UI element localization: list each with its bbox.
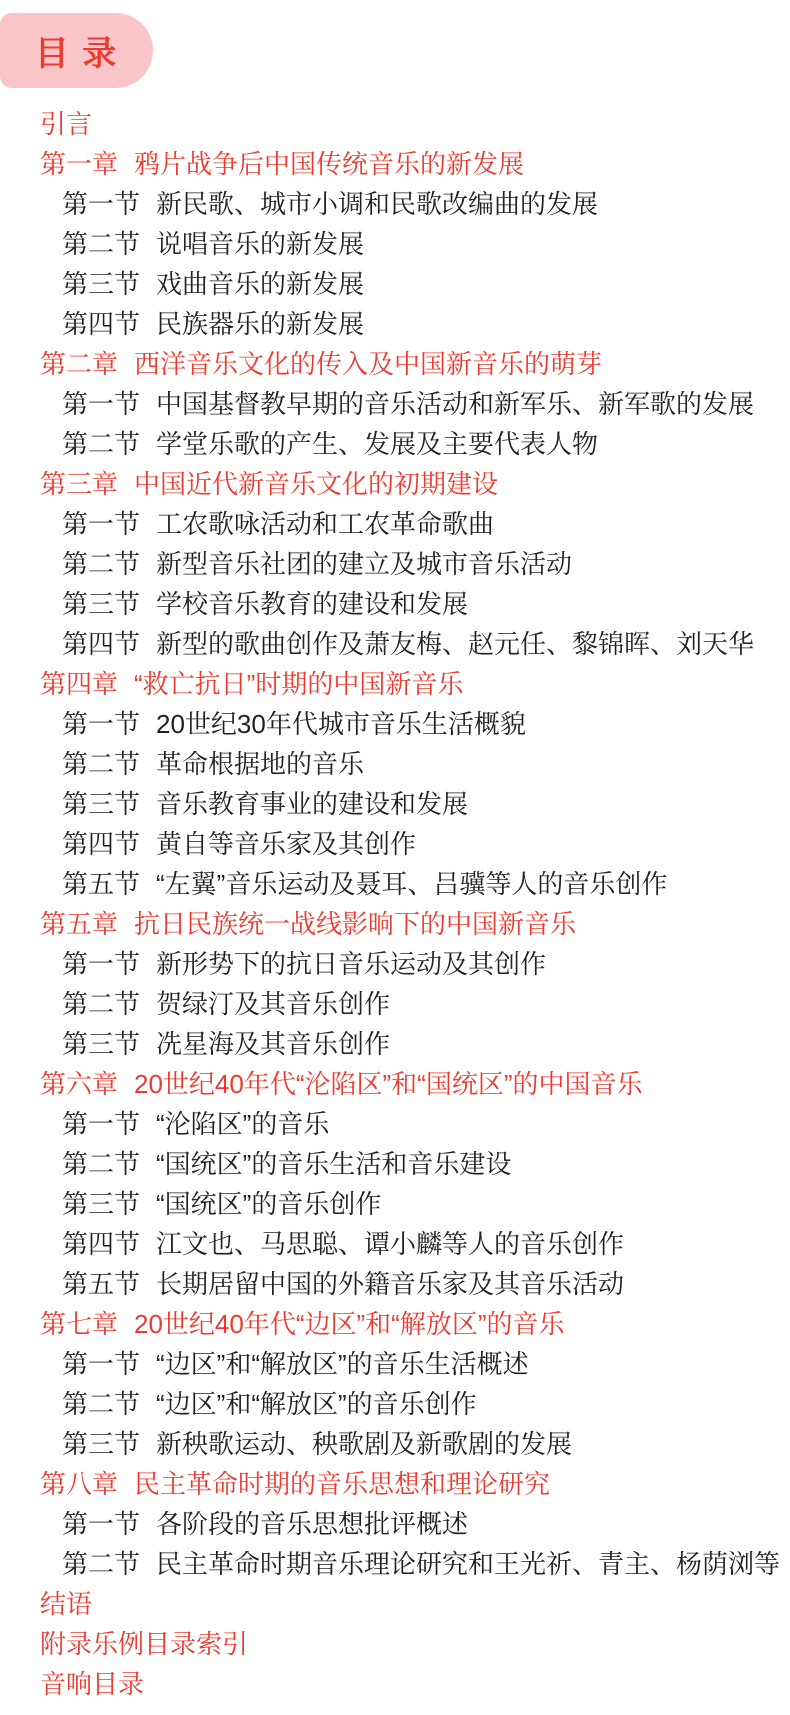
toc-top-entry[interactable] xyxy=(0,1584,790,1624)
toc-list xyxy=(0,104,790,1704)
toc-section-entry[interactable] xyxy=(0,1544,790,1584)
toc-entry-title: 中国近代新音乐文化的初期建设 xyxy=(134,469,499,499)
toc-section-entry[interactable] xyxy=(0,264,790,304)
toc-top-entry[interactable] xyxy=(0,1664,790,1704)
toc-entry-label: 第五章 xyxy=(40,909,119,939)
toc-section-entry[interactable] xyxy=(0,784,790,824)
toc-section-entry[interactable] xyxy=(0,1344,790,1384)
toc-entry-title: 民主革命时期的音乐思想和理论研究 xyxy=(134,1469,551,1499)
toc-entry-label: 第一节 xyxy=(62,189,141,219)
toc-chapter-entry[interactable] xyxy=(0,664,790,704)
toc-entry-label: 第八章 xyxy=(40,1469,119,1499)
toc-entry-label: 第二节 xyxy=(62,1549,141,1579)
toc-entry-label: 第三章 xyxy=(40,469,119,499)
toc-entry-label: 第一章 xyxy=(40,149,119,179)
toc-section-entry[interactable] xyxy=(0,1384,790,1424)
toc-section-entry[interactable] xyxy=(0,184,790,224)
toc-entry-title: “救亡抗日”时期的中国新音乐 xyxy=(134,669,464,699)
toc-entry-title: 20世纪40年代“边区”和“解放区”的音乐 xyxy=(134,1309,565,1339)
toc-section-entry[interactable] xyxy=(0,824,790,864)
toc-section-entry[interactable] xyxy=(0,1144,790,1184)
toc-entry-title: 新型音乐社团的建立及城市音乐活动 xyxy=(156,549,573,579)
toc-chapter-entry[interactable] xyxy=(0,464,790,504)
toc-entry-title: 说唱音乐的新发展 xyxy=(156,229,365,259)
toc-entry-title: “国统区”的音乐创作 xyxy=(156,1189,382,1219)
toc-entry-title: 抗日民族统一战线影晌下的中国新音乐 xyxy=(134,909,577,939)
toc-entry-title: 结语 xyxy=(40,1589,93,1619)
toc-entry-label: 第一节 xyxy=(62,509,141,539)
toc-entry-label: 第六章 xyxy=(40,1069,119,1099)
toc-section-entry[interactable] xyxy=(0,704,790,744)
toc-badge-label: 目 录 xyxy=(34,35,119,73)
toc-entry-title: 鸦片战争后中国传统音乐的新发展 xyxy=(134,149,525,179)
toc-entry-title: 学校音乐教育的建设和发展 xyxy=(156,589,469,619)
toc-entry-title: 音乐教育事业的建设和发展 xyxy=(156,789,469,819)
toc-entry-title: 西洋音乐文化的传入及中国新音乐的萌芽 xyxy=(134,349,603,379)
toc-entry-label: 第四章 xyxy=(40,669,119,699)
toc-entry-label: 第三节 xyxy=(62,1029,141,1059)
toc-chapter-entry[interactable] xyxy=(0,144,790,184)
toc-entry-label: 第四节 xyxy=(62,629,141,659)
toc-entry-label: 第一节 xyxy=(62,1509,141,1539)
toc-entry-label: 第一节 xyxy=(62,709,141,739)
toc-entry-title: 工农歌咏活动和工农革命歌曲 xyxy=(156,509,495,539)
toc-entry-label: 第七章 xyxy=(40,1309,119,1339)
toc-chapter-entry[interactable] xyxy=(0,904,790,944)
toc-entry-title: 新民歌、城市小调和民歌改编曲的发展 xyxy=(156,189,599,219)
toc-badge xyxy=(0,13,153,88)
toc-section-entry[interactable] xyxy=(0,944,790,984)
toc-entry-title: 民主革命时期音乐理论研究和王光祈、青主、杨荫浏等 xyxy=(156,1549,781,1579)
toc-entry-label: 第三节 xyxy=(62,269,141,299)
toc-entry-title: “沦陷区”的音乐 xyxy=(156,1109,330,1139)
toc-entry-label: 第二节 xyxy=(62,1389,141,1419)
toc-entry-title: “边区”和“解放区”的音乐生活概述 xyxy=(156,1349,529,1379)
toc-section-entry[interactable] xyxy=(0,304,790,344)
toc-entry-label: 第三节 xyxy=(62,1189,141,1219)
toc-entry-title: 新型的歌曲创作及萧友梅、赵元任、黎锦晖、刘天华 xyxy=(156,629,755,659)
toc-entry-label: 第二节 xyxy=(62,229,141,259)
toc-entry-title: 学堂乐歌的产生、发展及主要代表人物 xyxy=(156,429,599,459)
toc-entry-title: “国统区”的音乐生活和音乐建设 xyxy=(156,1149,512,1179)
toc-entry-title: 各阶段的音乐思想批评概述 xyxy=(156,1509,469,1539)
toc-entry-title: 冼星海及其音乐创作 xyxy=(156,1029,391,1059)
toc-entry-label: 第二节 xyxy=(62,549,141,579)
toc-chapter-entry[interactable] xyxy=(0,1064,790,1104)
toc-section-entry[interactable] xyxy=(0,544,790,584)
toc-entry-label: 第一节 xyxy=(62,949,141,979)
toc-section-entry[interactable] xyxy=(0,504,790,544)
toc-entry-label: 第二节 xyxy=(62,429,141,459)
toc-entry-title: 附录乐例目录索引 xyxy=(40,1629,249,1659)
toc-section-entry[interactable] xyxy=(0,1184,790,1224)
toc-entry-title: 音响目录 xyxy=(40,1669,145,1699)
toc-entry-title: 革命根据地的音乐 xyxy=(156,749,365,779)
toc-entry-label: 第五节 xyxy=(62,869,141,899)
toc-section-entry[interactable] xyxy=(0,1024,790,1064)
toc-entry-title: 长期居留中国的外籍音乐家及其音乐活动 xyxy=(156,1269,625,1299)
toc-entry-label: 第一节 xyxy=(62,1349,141,1379)
toc-entry-title: 民族器乐的新发展 xyxy=(156,309,365,339)
toc-section-entry[interactable] xyxy=(0,424,790,464)
toc-section-entry[interactable] xyxy=(0,384,790,424)
toc-chapter-entry[interactable] xyxy=(0,344,790,384)
toc-section-entry[interactable] xyxy=(0,224,790,264)
toc-entry-title: 20世纪40年代“沦陷区”和“国统区”的中国音乐 xyxy=(134,1069,643,1099)
toc-entry-label: 第二节 xyxy=(62,1149,141,1179)
toc-chapter-entry[interactable] xyxy=(0,1304,790,1344)
toc-top-entry[interactable] xyxy=(0,1624,790,1664)
toc-section-entry[interactable] xyxy=(0,1424,790,1464)
toc-section-entry[interactable] xyxy=(0,1104,790,1144)
toc-entry-label: 第一节 xyxy=(62,1109,141,1139)
toc-entry-title: “左翼”音乐运动及聂耳、吕骥等人的音乐创作 xyxy=(156,869,668,899)
toc-section-entry[interactable] xyxy=(0,1264,790,1304)
toc-section-entry[interactable] xyxy=(0,1504,790,1544)
toc-entry-label: 第三节 xyxy=(62,789,141,819)
toc-entry-title: 引言 xyxy=(40,109,93,139)
toc-entry-title: 中国基督教早期的音乐活动和新军乐、新军歌的发展 xyxy=(156,389,755,419)
toc-entry-label: 第三节 xyxy=(62,589,141,619)
toc-entry-label: 第三节 xyxy=(62,1429,141,1459)
toc-chapter-entry[interactable] xyxy=(0,1464,790,1504)
toc-entry-label: 第四节 xyxy=(62,309,141,339)
toc-entry-label: 第二章 xyxy=(40,349,119,379)
toc-section-entry[interactable] xyxy=(0,864,790,904)
toc-entry-title: 戏曲音乐的新发展 xyxy=(156,269,365,299)
toc-entry-title: 新形势下的抗日音乐运动及其创作 xyxy=(156,949,547,979)
toc-entry-title: 江文也、马思聪、谭小麟等人的音乐创作 xyxy=(156,1229,625,1259)
toc-top-entry[interactable] xyxy=(0,104,790,144)
toc-section-entry[interactable] xyxy=(0,584,790,624)
toc-entry-label: 第五节 xyxy=(62,1269,141,1299)
toc-section-entry[interactable] xyxy=(0,744,790,784)
toc-entry-label: 第二节 xyxy=(62,989,141,1019)
toc-entry-title: 贺绿汀及其音乐创作 xyxy=(156,989,391,1019)
toc-entry-title: “边区”和“解放区”的音乐创作 xyxy=(156,1389,477,1419)
toc-entry-title: 黄自等音乐家及其创作 xyxy=(156,829,417,859)
toc-entry-label: 第一节 xyxy=(62,389,141,419)
toc-section-entry[interactable] xyxy=(0,984,790,1024)
toc-entry-title: 新秧歌运动、秧歌剧及新歌剧的发展 xyxy=(156,1429,573,1459)
toc-section-entry[interactable] xyxy=(0,1224,790,1264)
toc-entry-label: 第二节 xyxy=(62,749,141,779)
toc-section-entry[interactable] xyxy=(0,624,790,664)
toc-entry-title: 20世纪30年代城市音乐生活概貌 xyxy=(156,709,526,739)
toc-entry-label: 第四节 xyxy=(62,829,141,859)
toc-entry-label: 第四节 xyxy=(62,1229,141,1259)
